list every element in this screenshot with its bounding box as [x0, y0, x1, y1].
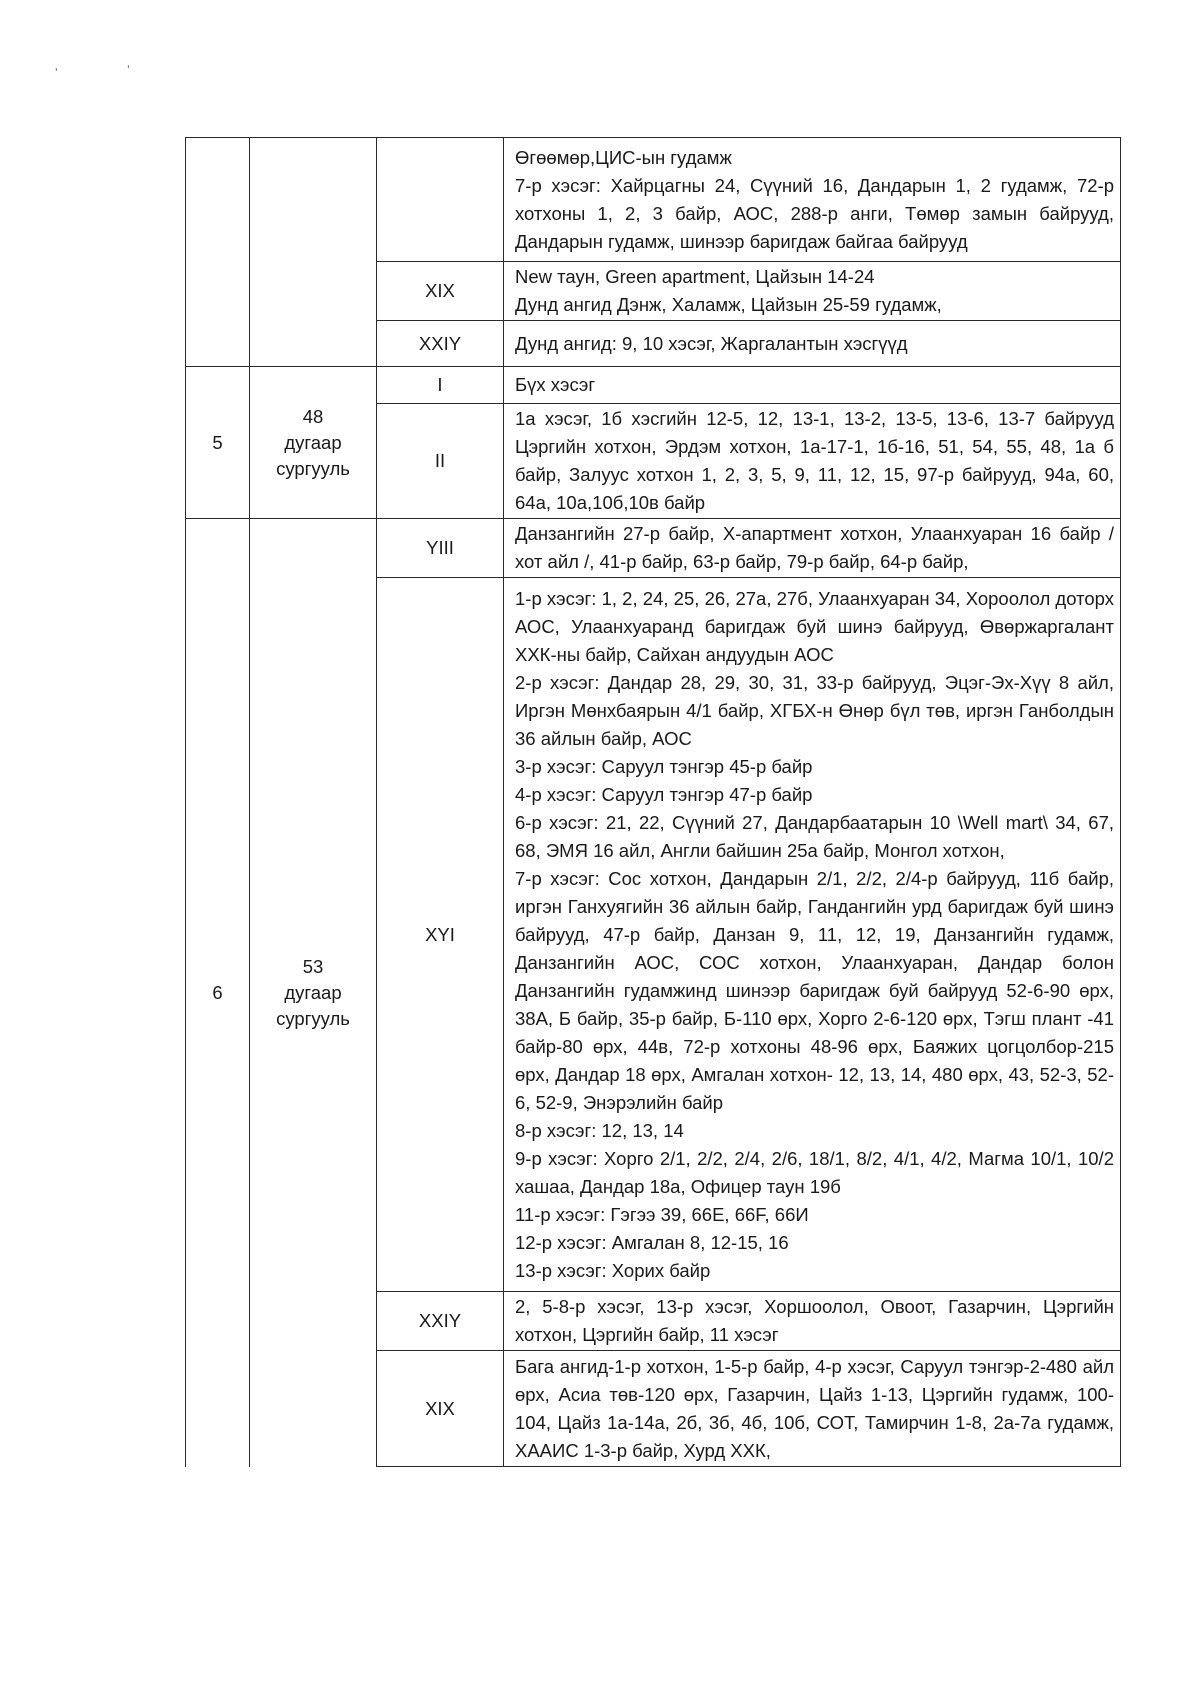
school-number: 53 [302, 955, 324, 977]
area-line: 4-р хэсэг: Саруул тэнгэр 47-р байр [515, 783, 813, 805]
khoroo-cell: YIII [377, 519, 504, 578]
school-district-table [185, 137, 1121, 1467]
school-number: 48 [302, 405, 324, 427]
service-area-cell [504, 519, 1121, 578]
area-line: 1а хэсэг, 1б хэсгийн 12-5, 12, 13-1, 13-2, 13-5, 13-6, 13-7 байрууд Цэргийн хотхон, Эрдэм хотхон, 1а-17-1, 1б-16, 51, 54, 55, 48, 1а б байр, Залуус хотхон 1, 2, 3, 5, 9, 11, 12, 15, 97-р байрууд, 94а, 60, 64а, 10а,10б,10в байр [515, 408, 1114, 513]
khoroo-cell: XIX [377, 262, 504, 321]
service-area-cell [504, 138, 1121, 262]
row-number-cell: 6 [186, 519, 250, 1467]
area-line: Өгөөмөр,ЦИС-ын гудамж [515, 146, 732, 168]
area-line: New таун, Green apartment, Цайзын 14-24 [515, 266, 875, 287]
area-line: Дунд ангид: 9, 10 хэсэг, Жаргалантын хэсгүүд [515, 332, 908, 354]
service-area-cell [504, 262, 1121, 321]
area-line: Бага ангид-1-р хотхон, 1-5-р байр, 4-р хэсэг, Саруул тэнгэр-2-480 айл өрх, Асиа төв-120 өрх, Газарчин, Цайз 1-13, Цэргийн гудамж, 100-104, Цайз 1а-14а, 2б, 3б, 4б, 10б, СОТ, Тамирчин 1-8, 2а-7а гудамж, ХААИС 1-3-р байр, Хурд ХХК, [515, 1355, 1114, 1461]
area-line: 7-р хэсэг: Хайрцагны 24, Сүүний 16, Дандарын 1, 2 гудамж, 72-р хотхоны 1, 2, 3 байр, АОС, 288-р анги, Төмөр замын байрууд, Дандарын гудамж, шинээр баригдаж байгаа байрууд [515, 174, 1114, 252]
area-line: 8-р хэсэг: 12, 13, 14 [515, 1119, 684, 1141]
table-row [186, 138, 1121, 262]
area-line: Бүх хэсэг [515, 374, 596, 395]
row-number-cell: 5 [186, 367, 250, 519]
area-line: Дунд ангид Дэнж, Халамж, Цайзын 25-59 гудамж, [515, 294, 942, 315]
area-line: 9-р хэсэг: Хорго 2/1, 2/2, 2/4, 2/6, 18/1, 8/2, 4/1, 4/2, Магма 10/1, 10/2 хашаа, Дандар 18а, Офицер таун 19б [515, 1147, 1114, 1197]
area-line: 2-р хэсэг: Дандар 28, 29, 30, 31, 33-р байрууд, Эцэг-Эх-Хүү 8 айл, Иргэн Мөнхбаярын 4/1 байр, ХГБХ-н Өнөр бүл төв, иргэн Ганболдын 36 айлын байр, АОС [515, 671, 1114, 749]
area-line: 3-р хэсэг: Саруул тэнгэр 45-р байр [515, 755, 813, 777]
area-line: 12-р хэсэг: Амгалан 8, 12-15, 16 [515, 1231, 789, 1253]
area-line: 1-р хэсэг: 1, 2, 24, 25, 26, 27а, 27б, Улаанхуаран 34, Хороолол доторх АОС, Улаанхуаранд баригдаж буй шинэ байрууд, Өвөржаргалант ХХК-ны байр, Сайхан андуудын АОС [515, 587, 1114, 665]
khoroo-cell [377, 138, 504, 262]
school-name-cell [250, 138, 377, 367]
service-area-cell [504, 1351, 1121, 1467]
area-line: Данзангийн 27-р байр, Х-апартмент хотхон, Улаанхуаран 16 байр /хот айл /, 41-р байр, 63-р байр, 79-р байр, 64-р байр, [515, 523, 1114, 572]
khoroo-cell: XYI [377, 578, 504, 1292]
area-line: 7-р хэсэг: Сос хотхон, Дандарын 2/1, 2/2, 2/4-р байрууд, 11б байр, иргэн Ганхуягийн 36 айлын байр, Гандангийн урд баригдаж буй шинэ байрууд, 47-р байр, Данзан 9, 11, 12, 19, Данзангийн гудамж, Данзангийн АОС, СОС хотхон, Улаанхуаран, Дандар болон Данзангийн гудамжинд шинээр баригдаж буй байрууд 52-6-90 өрх, 38А, Б байр, 35-р байр, Б-110 өрх, Хорго 2-6-120 өрх, Тэгш плант -41 байр-80 өрх, 44в, 72-р хотхоны 48-96 өрх, Баяжих цогцолбор-215 өрх, Дандар 18 өрх, Амгалан хотхон- 12, 13, 14, 480 өрх, 43, 52-3, 52-6, 52-9, Энэрэлийн байр [515, 867, 1114, 1113]
khoroo-cell: II [377, 404, 504, 519]
service-area-cell [504, 404, 1121, 519]
scan-speck: ʼ [55, 66, 58, 80]
area-line: 6-р хэсэг: 21, 22, Сүүний 27, Дандарбаатарын 10 \Well mart\ 34, 67, 68, ЭМЯ 16 айл, Англи байшин 25а байр, Монгол хотхон, [515, 811, 1114, 861]
khoroo-cell: XXIY [377, 321, 504, 367]
area-line: 11-р хэсэг: Гэгээ 39, 66Е, 66F, 66И [515, 1203, 809, 1225]
school-name-cell [250, 519, 377, 1467]
service-area-cell [504, 578, 1121, 1292]
table-row [186, 367, 1121, 404]
service-area-cell [504, 1292, 1121, 1351]
school-word: сургууль [276, 1007, 350, 1029]
row-number-cell [186, 138, 250, 367]
school-word: дугаар [284, 431, 342, 453]
scan-speck: ’ [127, 63, 130, 77]
area-line: 13-р хэсэг: Хорих байр [515, 1259, 711, 1281]
school-word: дугаар [284, 981, 342, 1003]
school-name-cell [250, 367, 377, 519]
khoroo-cell: XXIY [377, 1292, 504, 1351]
service-area-cell [504, 321, 1121, 367]
khoroo-cell: XIX [377, 1351, 504, 1467]
area-line: 2, 5-8-р хэсэг, 13-р хэсэг, Хоршоолол, Овоот, Газарчин, Цэргийн хотхон, Цэргийн байр, 11 хэсэг [515, 1296, 1114, 1345]
service-area-cell [504, 367, 1121, 404]
table-row [186, 519, 1121, 578]
school-word: сургууль [276, 457, 350, 479]
khoroo-cell: I [377, 367, 504, 404]
